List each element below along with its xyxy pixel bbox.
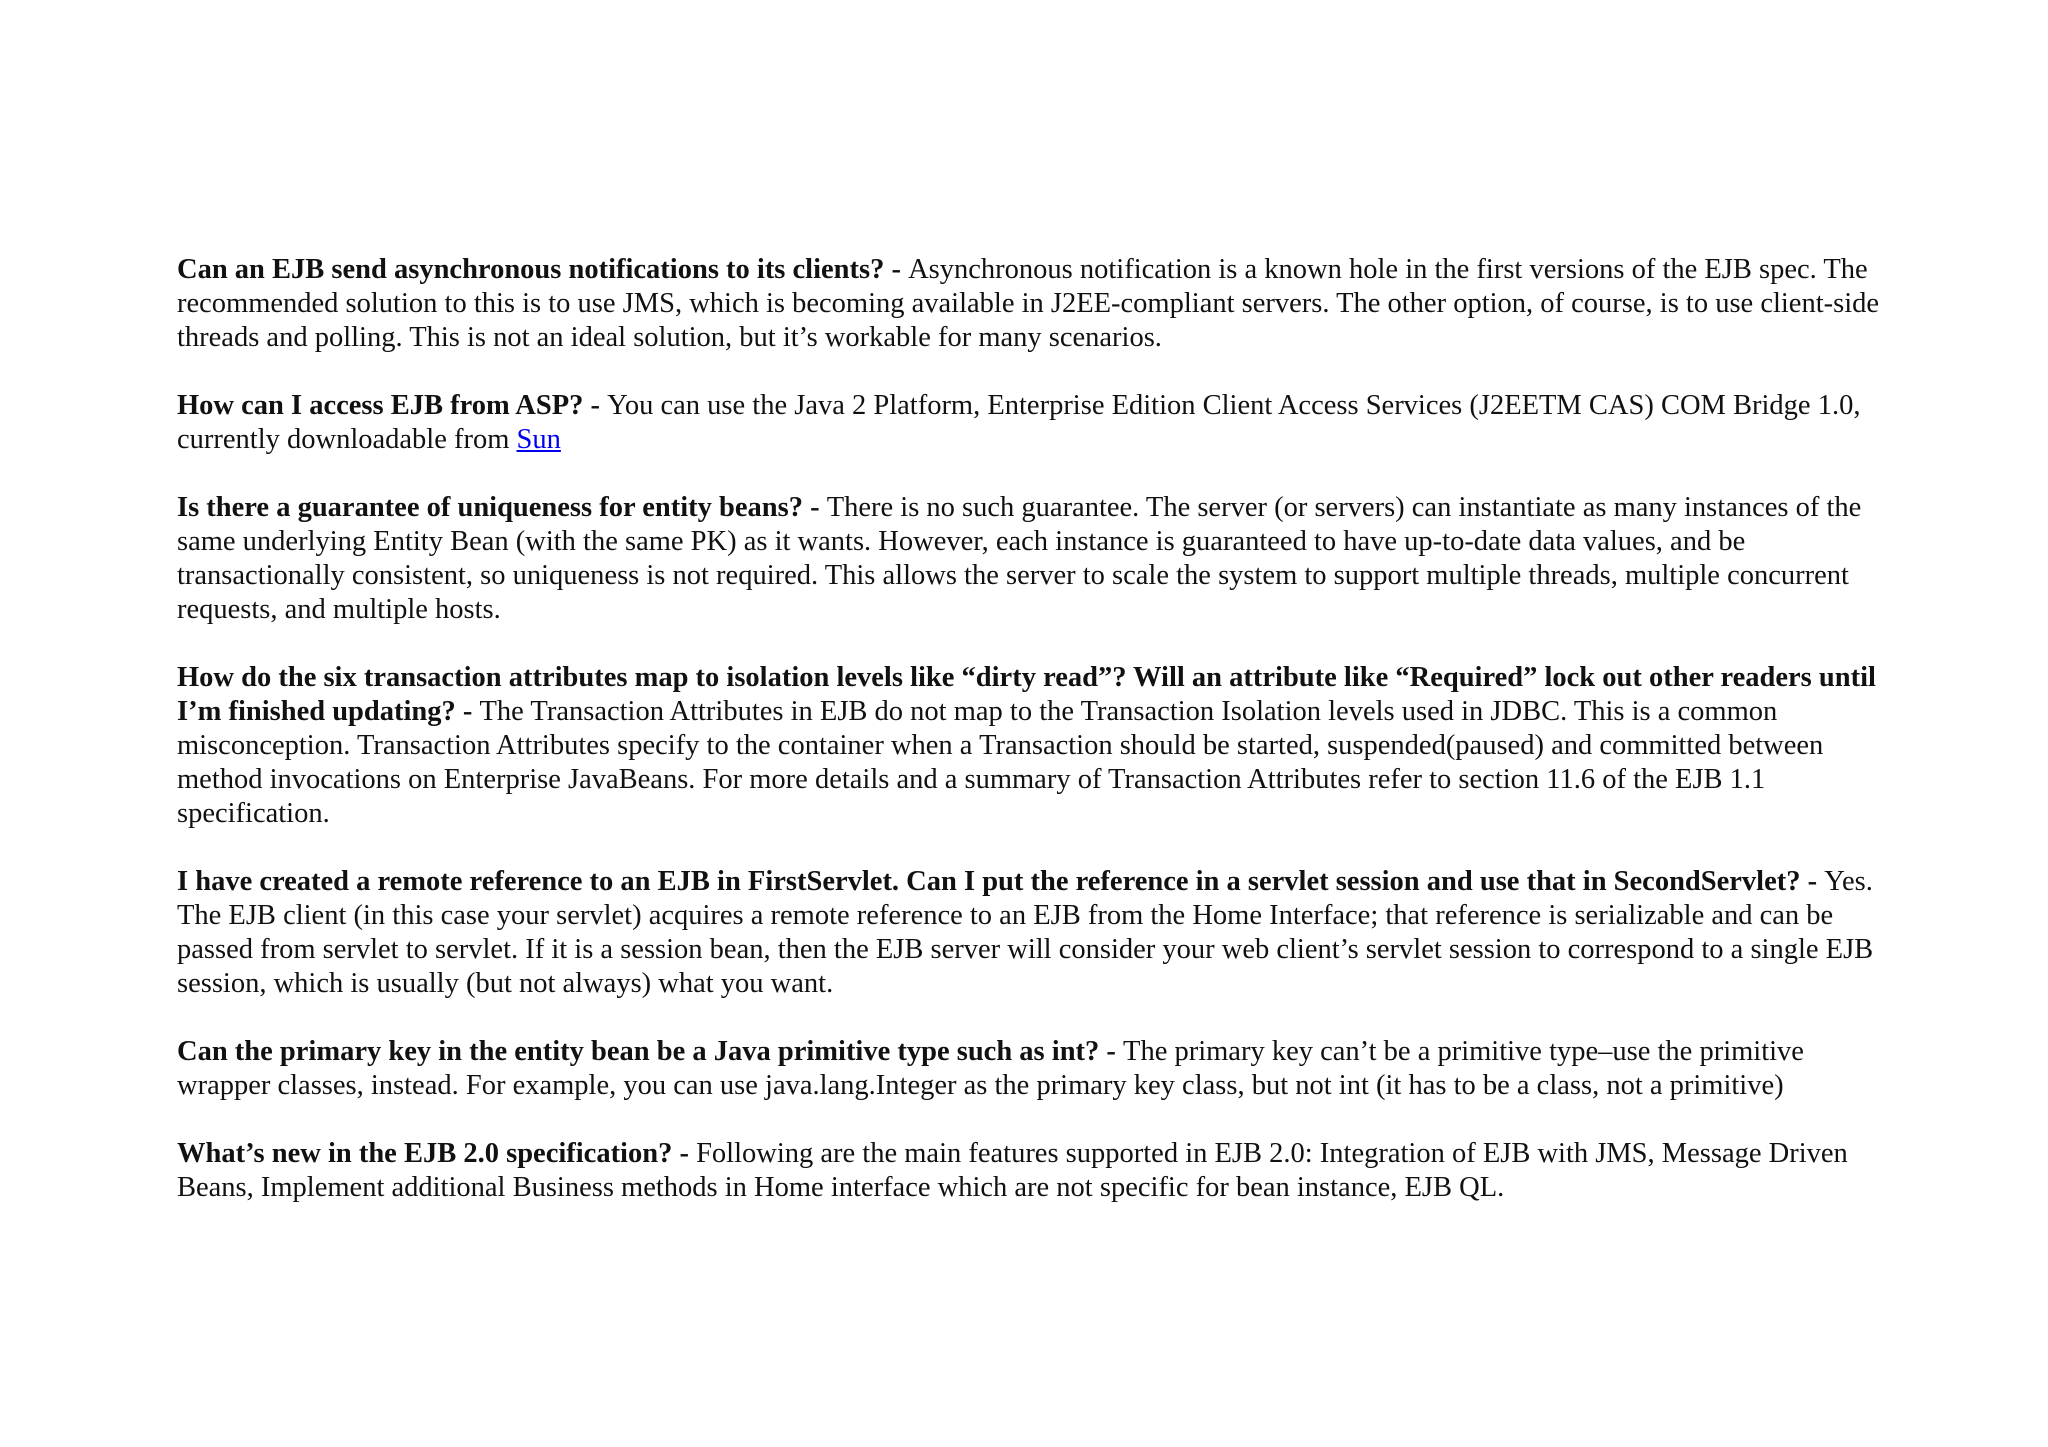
faq-item (177, 1137, 1902, 1205)
faq-answer: Yes. The EJB client (in this case your servlet) acquires a remote reference to an EJB from the Home Interface; that reference is serializable and can be passed from servlet to servlet. If it is a session bean, then the EJB server will consider your web client’s servlet session to correspond to a single EJB session, which is usually (but not always) what you want. (177, 866, 1874, 999)
faq-question: How do the six transaction attributes map to isolation levels like “dirty read”? Will an attribute like “Required” lock out other readers until I’m finished updating? (177, 662, 1876, 727)
faq-separator: - (802, 492, 827, 523)
faq-answer: You can use the Java 2 Platform, Enterprise Edition Client Access Services (J2EETM CAS) COM Bridge 1.0, currently downloadable from (177, 390, 1861, 455)
faq-question: Can the primary key in the entity bean be a Java primitive type such as int? (177, 1036, 1100, 1067)
faq-answer: The Transaction Attributes in EJB do not map to the Transaction Isolation levels used in JDBC. This is a common misconception. Transaction Attributes specify to the container when a Transaction should be started, suspended(paused) and committed between method invocations on Enterprise JavaBeans. For more details and a summary of Transaction Attributes refer to section 11.6 of the EJB 1.1 specification. (177, 696, 1824, 829)
faq-question: I have created a remote reference to an EJB in FirstServlet. Can I put the reference in a servlet session and use that in SecondServlet? (177, 866, 1801, 897)
sun-link[interactable]: Sun (516, 424, 561, 455)
faq-item (177, 661, 1902, 831)
faq-item (177, 1035, 1902, 1103)
faq-separator: - (583, 390, 608, 421)
faq-question: What’s new in the EJB 2.0 specification? (177, 1138, 673, 1169)
faq-question: How can I access EJB from ASP? (177, 390, 584, 421)
faq-answer: The primary key can’t be a primitive type–use the primitive wrapper classes, instead. For example, you can use java.lang.Integer as the primary key class, but not int (it has to be a class, not a primitive) (177, 1036, 1804, 1101)
faq-answer: Following are the main features supported in EJB 2.0: Integration of EJB with JMS, Message Driven Beans, Implement additional Business methods in Home interface which are not specific for bean instance, EJB QL. (177, 1138, 1848, 1203)
faq-answer: Asynchronous notification is a known hole in the first versions of the EJB spec. The recommended solution to this is to use JMS, which is becoming available in J2EE-compliant servers. The other option, of course, is to use client-side threads and polling. This is not an ideal solution, but it’s workable for many scenarios. (177, 254, 1880, 353)
faq-separator: - (1800, 866, 1825, 897)
faq-separator: - (1099, 1036, 1124, 1067)
faq-item (177, 491, 1902, 627)
document-body (177, 253, 1902, 1239)
faq-question: Is there a guarantee of uniqueness for entity beans? (177, 492, 803, 523)
faq-separator: - (455, 696, 480, 727)
faq-item (177, 865, 1902, 1001)
faq-separator: - (884, 254, 909, 285)
faq-question: Can an EJB send asynchronous notifications to its clients? (177, 254, 885, 285)
faq-answer: There is no such guarantee. The server (or servers) can instantiate as many instances of the same underlying Entity Bean (with the same PK) as it wants. However, each instance is guaranteed to have up-to-date data values, and be transactionally consistent, so uniqueness is not required. This allows the server to scale the system to support multiple threads, multiple concurrent requests, and multiple hosts. (177, 492, 1862, 625)
faq-item (177, 253, 1902, 355)
faq-item (177, 389, 1902, 457)
faq-separator: - (672, 1138, 697, 1169)
